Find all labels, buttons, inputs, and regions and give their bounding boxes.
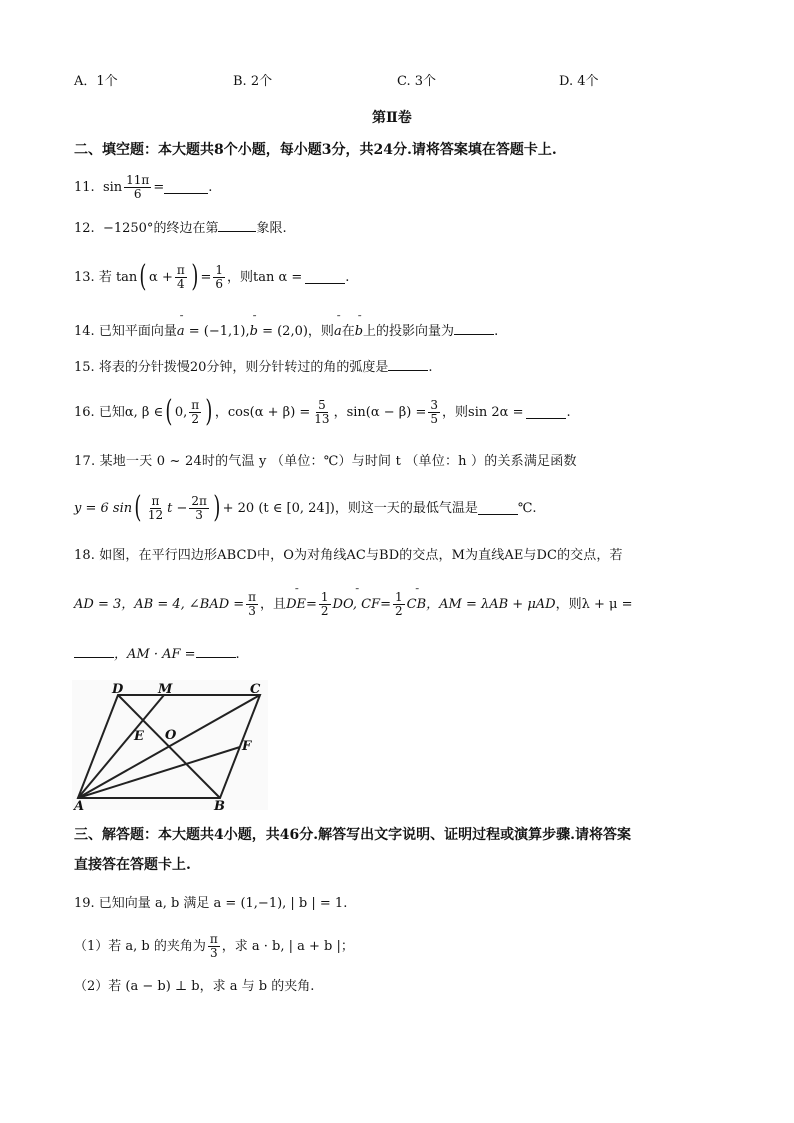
q18-half2-den: 2: [395, 603, 403, 618]
q17-p-num: π: [151, 493, 160, 508]
q13-val-num: 1: [215, 262, 223, 277]
q16-answer-blank[interactable]: [526, 417, 566, 419]
q18-pi-num: π: [248, 589, 257, 604]
q13-number: 13.: [74, 269, 95, 285]
q16-end: .: [566, 404, 571, 420]
q14-answer-blank[interactable]: [454, 333, 494, 335]
option-c: C. 3个: [397, 74, 437, 89]
q14-vector-a: ¯ a: [177, 325, 185, 338]
q16-number: 16.: [74, 404, 95, 420]
q17-end: ℃.: [517, 500, 537, 516]
q17-y: y = 6 sin: [74, 500, 133, 516]
q11-number: 11.: [74, 179, 95, 195]
section3-heading-line2: 直接答在答题卡上.: [74, 857, 191, 873]
q18-half1-num: 1: [320, 589, 329, 604]
label-a: A: [74, 799, 85, 810]
q18-ad: AD = 3，AB = 4, ∠BAD =: [74, 596, 245, 612]
q17-q-num: 2π: [191, 493, 207, 508]
q18-answer-blank-1[interactable]: [74, 656, 114, 658]
section2-heading: 二、填空题：本大题共8个小题，每小题3分，共24分.请将答案填在答题卡上.: [74, 142, 557, 158]
q18-half1: [319, 591, 331, 617]
q17-plus: + 20: [222, 500, 255, 516]
question-13: [74, 258, 349, 296]
question-11: [74, 174, 212, 200]
q18-vec-cb: ¯ CB: [407, 598, 427, 611]
q19-p1-den: 3: [210, 945, 218, 960]
q16-sin-num: 3: [430, 397, 439, 412]
q19-p1-num: π: [209, 931, 218, 946]
label-d: D: [112, 682, 124, 697]
q13-end: .: [345, 269, 350, 285]
question-17-line2: [74, 488, 537, 528]
q11-eq: =: [153, 179, 165, 195]
q14-end: .: [494, 324, 499, 339]
q14-text3: 在: [341, 324, 355, 339]
parallelogram-figure: [72, 680, 268, 810]
option-a: A．1个: [74, 74, 118, 89]
q12-text: 的终边在第: [153, 221, 219, 236]
q16-cos-num: 5: [318, 397, 326, 412]
q12-angle: −1250°: [102, 221, 154, 236]
q16-zero: 0,: [174, 404, 188, 420]
q16-rparen: ): [205, 394, 213, 429]
option-d: D. 4个: [559, 74, 599, 89]
question-12: [74, 222, 287, 235]
q17-then: ，则这一天的最低气温是: [334, 500, 478, 516]
q13-val-frac: [213, 264, 225, 290]
q15-answer-blank[interactable]: [388, 369, 428, 371]
q18-pi-den: 3: [248, 603, 256, 618]
q16-pi-den: 2: [191, 411, 200, 426]
q15-text: 将表的分针拨慢20分钟，则分针转过的角的弧度是: [98, 360, 389, 375]
q17-rparen: ): [213, 490, 221, 525]
q14-text2: ，则: [307, 324, 334, 339]
q13-eq: =: [200, 269, 212, 285]
q14-text1: 已知平面向量: [98, 324, 177, 339]
q16-pre: 已知α, β ∈: [98, 404, 164, 420]
question-18-line2: [74, 584, 632, 624]
question-18-line1: 18. 如图，在平行四边形ABCD中，O为对角线AC与BD的交点，M为直线AE与DC的交点，若: [74, 548, 623, 563]
q16-cos-den: 13: [314, 411, 330, 426]
q13-lparen: (: [139, 259, 147, 294]
q12-answer-blank[interactable]: [218, 230, 256, 232]
q16-sin-den: 5: [430, 411, 439, 426]
q15-end: .: [428, 360, 433, 375]
q11-fn: sin: [102, 179, 123, 195]
q16-cos: ，cos(α + β) =: [214, 404, 311, 420]
q11-fraction: [124, 174, 151, 200]
question-15: [74, 361, 433, 374]
q17-answer-blank[interactable]: [478, 513, 518, 515]
q16-lparen: (: [165, 394, 173, 429]
q13-answer-blank[interactable]: [305, 282, 345, 284]
q18-half2: [393, 591, 405, 617]
q14-text4: 上的投影向量为: [363, 324, 455, 339]
label-e: E: [134, 729, 144, 744]
q18-qie: ，且: [260, 596, 287, 612]
label-c: C: [250, 682, 261, 697]
q14-vector-b2: ¯ b: [355, 325, 363, 338]
q11-frac-den: 6: [133, 186, 142, 201]
label-m: M: [158, 682, 173, 697]
q13-pi-den: 4: [176, 276, 185, 291]
q11-end: .: [208, 179, 213, 195]
q18-pi-frac: [246, 591, 258, 617]
question-19-part1: [74, 928, 354, 964]
q18-am: ，AM = λAB + μAD: [426, 596, 556, 612]
q17-q-den: 3: [195, 507, 203, 522]
q18-am-af: ，AM · AF =: [114, 647, 196, 662]
q14-aval: = (−1,1),: [184, 324, 250, 339]
q18-then: ，则λ + μ =: [555, 596, 633, 612]
label-b: B: [214, 799, 225, 810]
q11-frac-num: 11π: [126, 173, 150, 187]
question-17-line1: 17. 某地一天 0 ~ 24时的气温 y （单位：℃）与时间 t （单位：h ）的关系满足函数: [74, 454, 577, 469]
q13-rparen: ): [191, 259, 199, 294]
section-title: 第Ⅱ卷: [372, 110, 412, 126]
q18-vec-do-cf: ¯ DO, CF: [333, 598, 381, 611]
q19-p1-frac: [208, 933, 220, 959]
q13-pre: 若 tan: [98, 269, 138, 285]
q16-pi-num: π: [191, 397, 200, 412]
q11-answer-blank[interactable]: [164, 192, 208, 194]
question-14: [74, 325, 498, 338]
q18-answer-blank-2[interactable]: [196, 656, 236, 658]
label-o: O: [165, 728, 177, 743]
section3-heading-line1: 三、解答题：本大题共4小题，共46分.解答写出文字说明、证明过程或演算步骤.请将答案: [74, 827, 631, 843]
q17-domain: (t ∈ [0, 24]): [258, 500, 335, 516]
q17-p-den: 12: [147, 507, 164, 522]
question-16: [74, 392, 571, 432]
q14-number: 14.: [74, 324, 95, 339]
q13-then: ，则tan α =: [227, 269, 303, 285]
q17-q-frac: [189, 495, 209, 521]
q17-t: t −: [167, 500, 188, 516]
question-19-stem: 19. 已知向量 a, b 满足 a = (1,−1), | b | = 1.: [74, 896, 348, 911]
question-19-part2: （2）若 (a − b) ⊥ b，求 a 与 b 的夹角.: [74, 979, 315, 994]
q17-p-frac: [146, 495, 165, 521]
q19-p1-post: ，求 a · b, | a + b |；: [221, 938, 354, 954]
q18-half2-num: 1: [395, 589, 403, 604]
q14-vector-a2: ¯ a: [334, 325, 342, 338]
q16-then: ，则sin 2α =: [442, 404, 524, 420]
q12-end: 象限.: [256, 221, 287, 236]
q16-sin-frac: [428, 399, 440, 425]
q13-pi-num: π: [176, 262, 185, 277]
question-18-line3: [74, 648, 240, 661]
option-b: B. 2个: [233, 74, 273, 89]
q14-vector-b: ¯ b: [250, 325, 258, 338]
q18-half1-den: 2: [320, 603, 329, 618]
q14-bval: = (2,0): [257, 324, 308, 339]
q17-lparen: (: [134, 490, 142, 525]
q16-cos-frac: [312, 399, 331, 425]
q13-pi-frac: [175, 264, 187, 290]
q16-sin: ，sin(α − β) =: [333, 404, 427, 420]
q19-p1-pre: （1）若 a, b 的夹角为: [74, 938, 206, 954]
q13-val-den: 6: [215, 276, 223, 291]
q18-eq1: =: [305, 596, 317, 612]
q12-number: 12.: [74, 221, 95, 236]
q13-alpha: α +: [149, 269, 173, 285]
q18-end: .: [235, 647, 240, 662]
label-f: F: [242, 739, 252, 754]
q15-number: 15.: [74, 360, 95, 375]
q18-vec-de: ¯ DE: [286, 598, 306, 611]
q18-eq2: =: [380, 596, 391, 612]
q16-pi-frac: [189, 399, 201, 425]
